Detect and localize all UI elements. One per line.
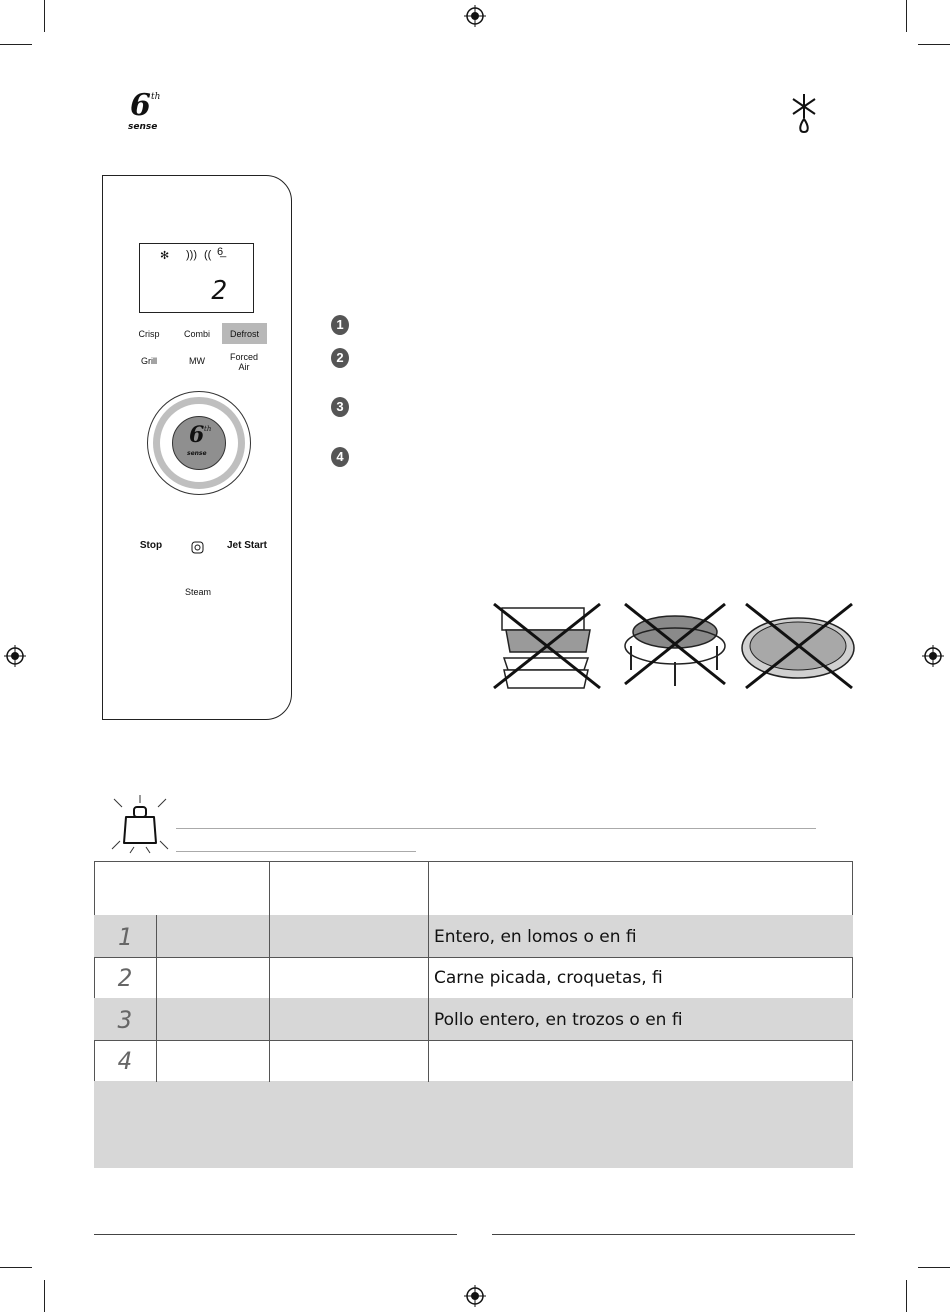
- dial-sup: th: [204, 425, 212, 433]
- crossed-dishes-icon: [488, 600, 606, 692]
- row-program-number: 3: [117, 1006, 133, 1034]
- defrost-indicator-icon: ✻: [160, 250, 170, 262]
- footer-rule: [94, 1234, 457, 1235]
- grill-indicator-icon: ))): [186, 249, 197, 261]
- dial-digit: 6: [189, 422, 205, 448]
- crop-mark: [918, 44, 950, 45]
- row-program-number: 2: [117, 964, 133, 992]
- section-rule: [176, 851, 416, 852]
- row-description: Entero, en lomos o en fi: [434, 927, 637, 947]
- combi-button[interactable]: Combi: [183, 329, 210, 339]
- registration-mark-icon: [464, 1285, 486, 1307]
- crop-mark: [0, 44, 32, 45]
- crop-mark: [906, 0, 907, 32]
- crossed-rack-icon: [617, 600, 735, 692]
- defrost-button[interactable]: Defrost: [229, 329, 259, 339]
- section-rule: [176, 828, 816, 829]
- row-description: Carne picada, croquetas, fi: [434, 968, 663, 988]
- dial-sub: sense: [187, 450, 207, 457]
- lcd-display: [139, 243, 254, 313]
- crop-mark: [44, 1280, 45, 1312]
- jet-start-button[interactable]: Jet Start: [226, 540, 267, 551]
- steam-button[interactable]: Steam: [184, 587, 211, 597]
- crop-mark: [0, 1267, 32, 1268]
- crop-mark: [906, 1280, 907, 1312]
- table-col-divider: [428, 861, 429, 1082]
- lcd-value: 2: [211, 276, 227, 306]
- table-footer-note: [94, 1081, 853, 1168]
- logo-sup: th: [151, 92, 161, 102]
- sixth-sense-logo: [124, 88, 164, 136]
- defrost-icon: [784, 92, 824, 136]
- table-row: [94, 1040, 853, 1082]
- row-program-number: 1: [117, 923, 133, 951]
- crisp-button[interactable]: Crisp: [138, 329, 160, 339]
- weight-icon: [108, 793, 172, 857]
- sixth-sense-button[interactable]: [172, 416, 226, 470]
- row-description: Pollo entero, en trozos o en fi: [434, 1010, 683, 1030]
- table-col-divider: [269, 861, 270, 1082]
- registration-mark-icon: [922, 645, 944, 667]
- logo-sub: sense: [128, 122, 158, 132]
- grill-button[interactable]: Grill: [141, 356, 157, 366]
- table-header-row: [94, 861, 853, 916]
- step-bullet: 3: [331, 397, 349, 417]
- step-bullet: 1: [331, 315, 349, 335]
- footer-rule: [492, 1234, 855, 1235]
- registration-mark-icon: [464, 5, 486, 27]
- step-bullet: 4: [331, 447, 349, 467]
- stop-button[interactable]: Stop: [139, 540, 163, 551]
- child-lock-icon[interactable]: [191, 541, 204, 554]
- forced-air-button[interactable]: Forced Air: [229, 352, 258, 372]
- table-col-divider: [156, 915, 157, 1082]
- forced-air-indicator-icon: ((: [204, 249, 212, 261]
- mw-button[interactable]: MW: [189, 356, 205, 366]
- crossed-crisp-plate-icon: [738, 600, 858, 692]
- step-bullet: 2: [331, 348, 349, 368]
- registration-mark-icon: [4, 645, 26, 667]
- crop-mark: [44, 0, 45, 32]
- crop-mark: [918, 1267, 950, 1268]
- logo-digit: 6: [130, 88, 151, 123]
- row-program-number: 4: [117, 1047, 133, 1075]
- sixth-sense-indicator-icon: 6̲: [217, 246, 224, 258]
